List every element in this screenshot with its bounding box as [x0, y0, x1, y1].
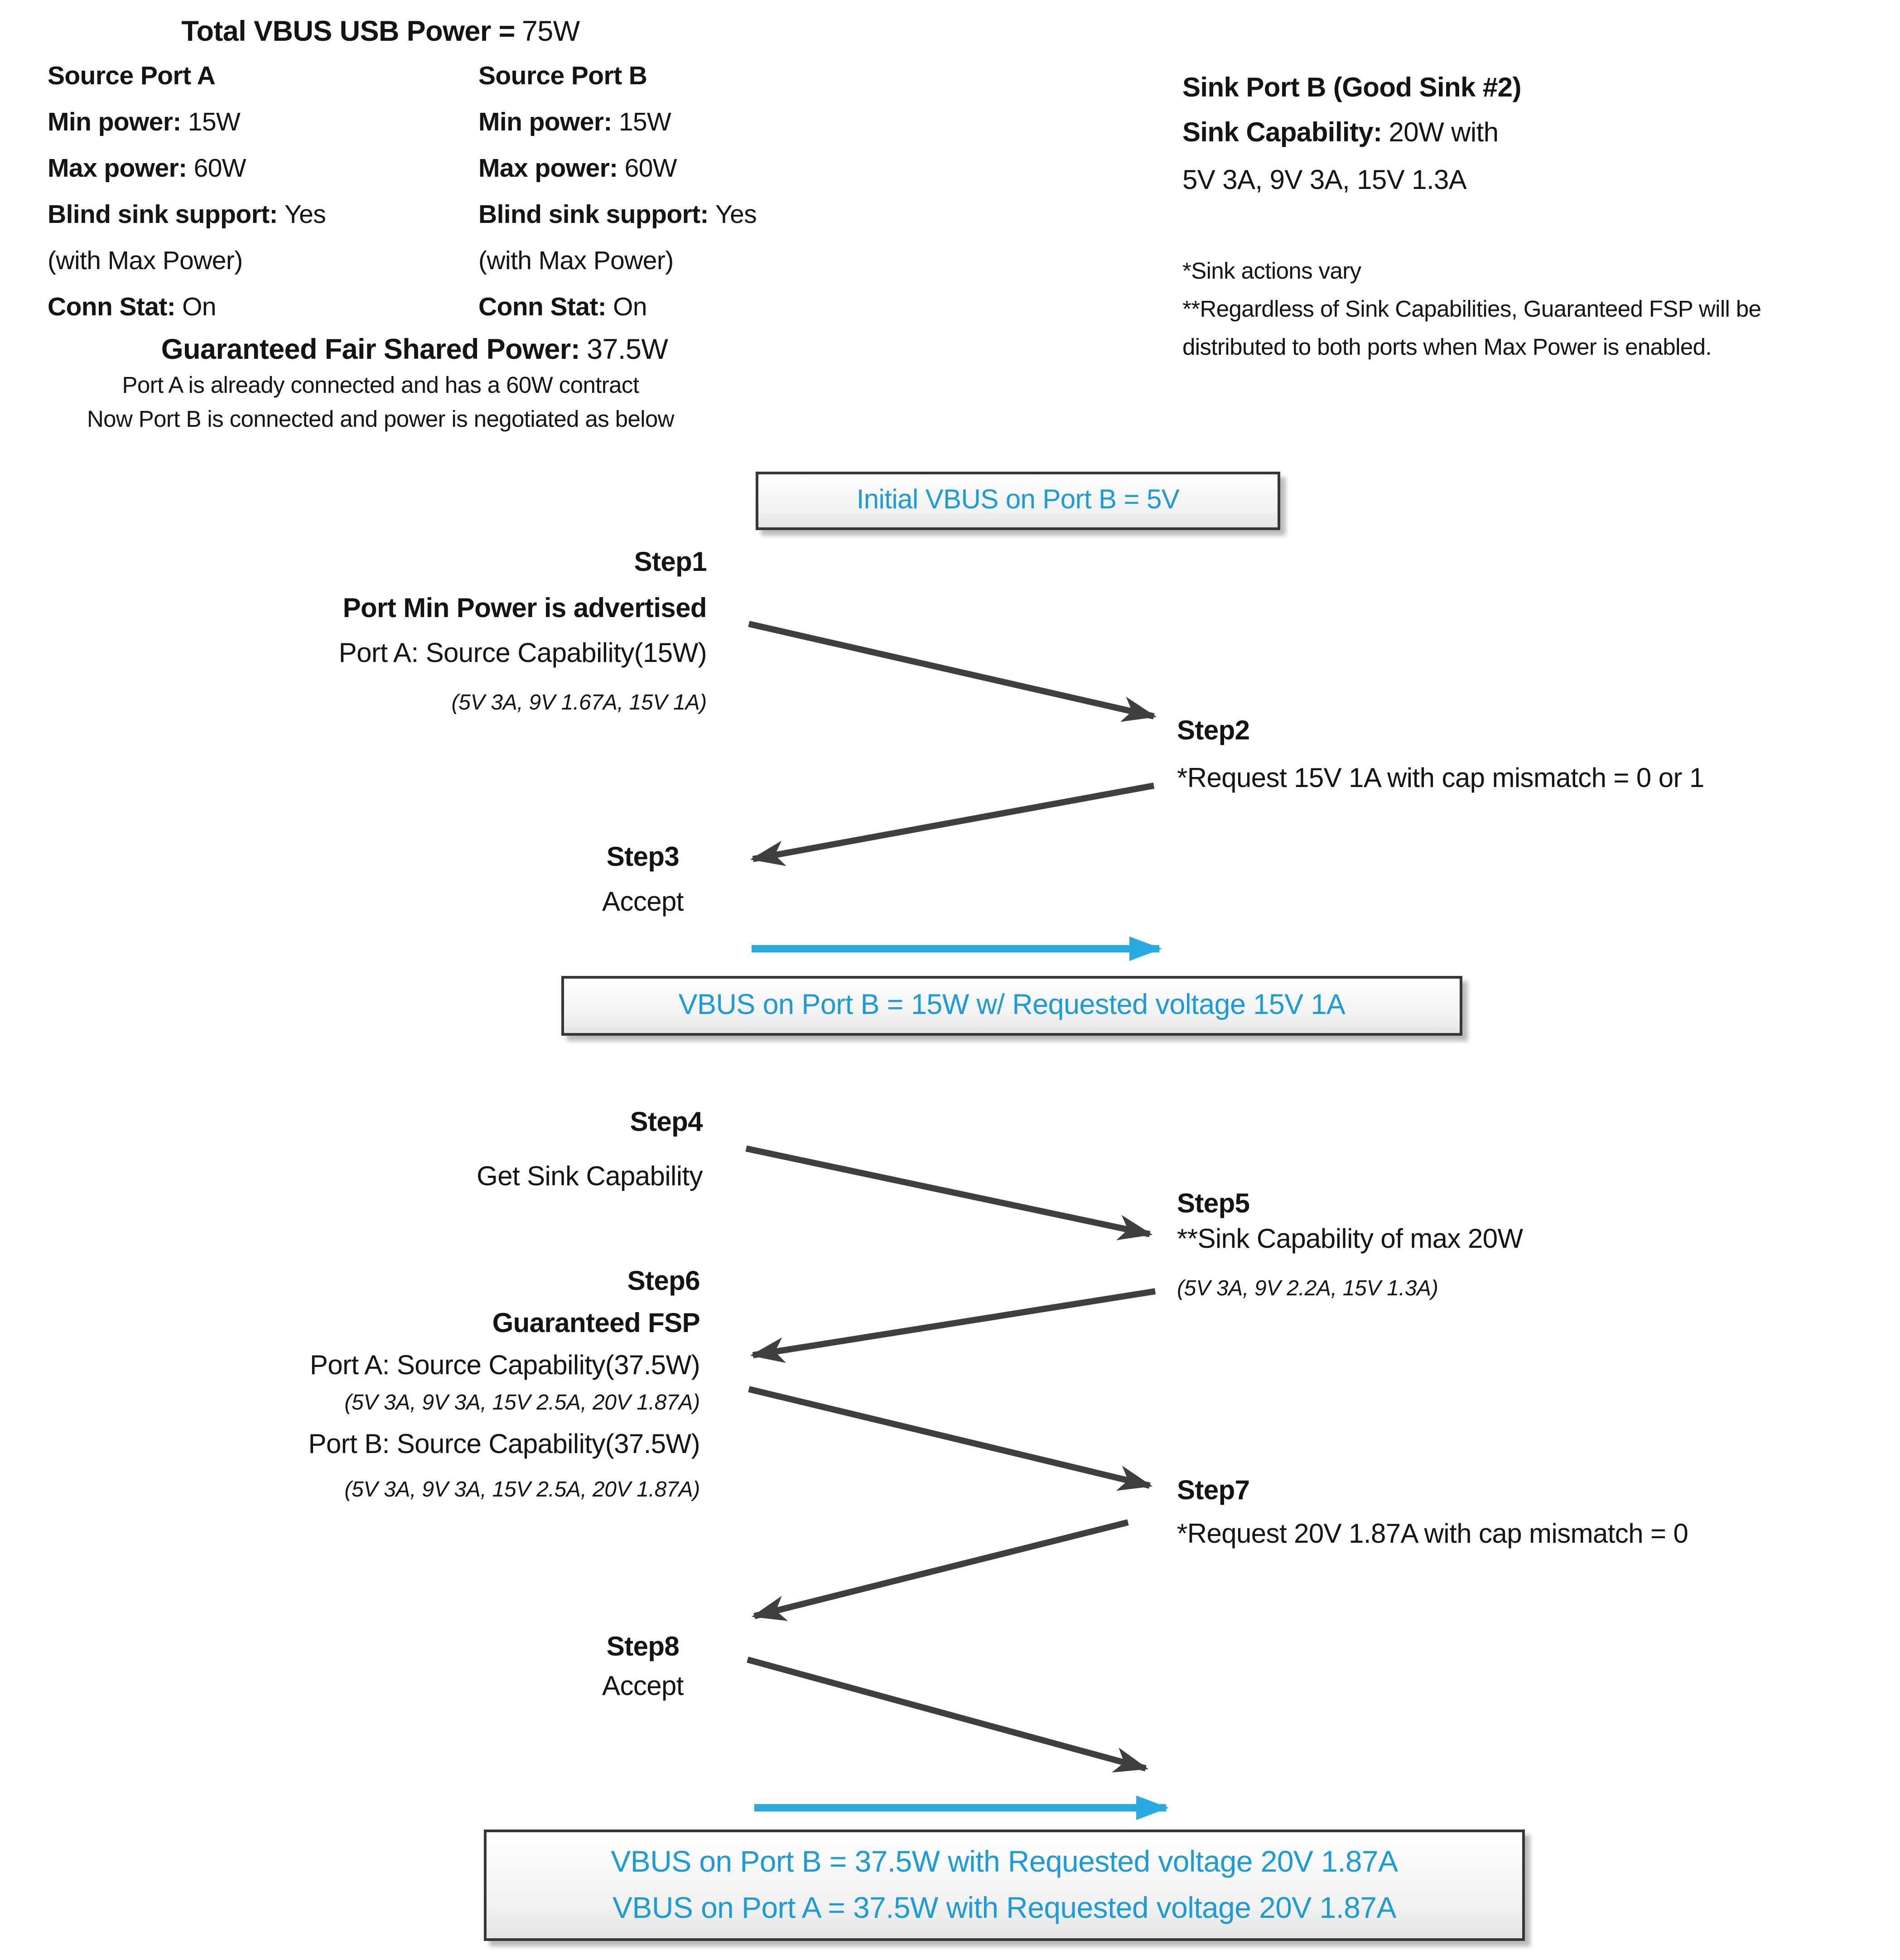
arrow-step2-to-step3: [753, 786, 1154, 859]
note-port-b-negotiation: Now Port B is connected and power is negotiated as below: [87, 406, 674, 432]
sink-note-2a: **Regardless of Sink Capabilities, Guaranteed FSP will be: [1182, 296, 1761, 322]
port-a-blind-note: (with Max Power): [48, 247, 243, 276]
sink-note-1: *Sink actions vary: [1182, 258, 1361, 284]
step8-title: Step8: [606, 1632, 680, 1662]
step3-line1: Accept: [602, 888, 684, 917]
sink-capability-detail: 5V 3A, 9V 3A, 15V 1.3A: [1182, 166, 1467, 196]
step1-line3: (5V 3A, 9V 1.67A, 15V 1A): [451, 692, 707, 715]
step6-title: Step6: [627, 1267, 700, 1297]
step4-line1: Get Sink Capability: [477, 1162, 703, 1192]
port-a-conn-stat: Conn Stat: On: [48, 294, 216, 322]
step2-line1: *Request 15V 1A with cap mismatch = 0 or 1: [1177, 764, 1704, 794]
sink-port-b-info: [1182, 73, 1896, 372]
step2-block: [1177, 716, 1890, 795]
step7-block: [1177, 1476, 1890, 1551]
step5-line1: **Sink Capability of max 20W: [1177, 1225, 1523, 1255]
step6-line5: (5V 3A, 9V 3A, 15V 2.5A, 20V 1.87A): [344, 1479, 700, 1502]
port-a-blind-sink: Blind sink support: Yes: [48, 201, 326, 230]
step6-line1: Guaranteed FSP: [492, 1309, 700, 1339]
port-b-max-power: Max power: 60W: [478, 155, 677, 183]
step4-title: Step4: [630, 1108, 703, 1138]
guaranteed-fsp-line: Guaranteed Fair Shared Power: 37.5W: [161, 334, 668, 366]
banner-initial-text: Initial VBUS on Port B = 5V: [856, 485, 1180, 515]
banner-final-line1: VBUS on Port B = 37.5W with Requested voltage 20V 1.87A: [611, 1844, 1398, 1878]
note-port-a-connected: Port A is already connected and has a 60W contract: [122, 372, 639, 398]
diagram-title-label: Total VBUS USB Power =: [181, 16, 515, 48]
port-a-title: Source Port A: [48, 63, 216, 91]
banner-mid-text: VBUS on Port B = 15W w/ Requested voltage 15V 1A: [678, 990, 1345, 1021]
port-b-conn-stat: Conn Stat: On: [478, 294, 647, 322]
arrow-step7-to-step8: [754, 1522, 1128, 1616]
source-port-b-info: [478, 63, 757, 340]
port-b-min-power: Min power: 15W: [478, 109, 671, 137]
step7-line1: *Request 20V 1.87A with cap mismatch = 0: [1177, 1520, 1688, 1550]
step5-title: Step5: [1177, 1189, 1250, 1219]
sink-title: Sink Port B (Good Sink #2): [1182, 73, 1521, 103]
arrow-step8-down: [747, 1660, 1146, 1768]
arrow-step6-to-step7: [749, 1389, 1150, 1486]
banner-initial-vbus: [756, 472, 1280, 530]
step1-title: Step1: [634, 548, 707, 578]
step5-line2: (5V 3A, 9V 2.2A, 15V 1.3A): [1177, 1278, 1438, 1301]
diagram-title-value: 75W: [521, 16, 580, 48]
step1-block: [190, 548, 707, 716]
banner-vbus-final: [484, 1830, 1525, 1941]
banner-final-line2: VBUS on Port A = 37.5W with Requested voltage 20V 1.87A: [612, 1891, 1396, 1925]
port-b-blind-sink: Blind sink support: Yes: [478, 201, 757, 230]
port-a-max-power: Max power: 60W: [48, 155, 246, 183]
sink-capability: Sink Capability: 20W with: [1182, 118, 1499, 148]
arrow-step5-to-step6: [753, 1291, 1155, 1355]
step1-line2: Port A: Source Capability(15W): [338, 639, 707, 669]
port-a-min-power: Min power: 15W: [48, 109, 241, 137]
step1-line1: Port Min Power is advertised: [342, 594, 707, 624]
step8-line1: Accept: [602, 1672, 684, 1702]
arrow-step4-to-step5: [746, 1149, 1150, 1234]
step3-block: [541, 843, 745, 919]
step5-block: [1177, 1189, 1890, 1302]
step7-title: Step7: [1177, 1476, 1250, 1506]
arrow-step1-to-step2: [749, 624, 1154, 716]
port-b-blind-note: (with Max Power): [478, 247, 674, 276]
step6-line2: Port A: Source Capability(37.5W): [309, 1351, 700, 1381]
port-b-title: Source Port B: [478, 63, 647, 91]
source-port-a-info: [48, 63, 326, 340]
step8-block: [541, 1632, 745, 1703]
banner-vbus-15w: [561, 976, 1462, 1036]
step6-block: [136, 1267, 700, 1503]
sink-note-2b: distributed to both ports when Max Power is enabled.: [1182, 334, 1712, 360]
step6-line4: Port B: Source Capability(37.5W): [308, 1430, 700, 1460]
step3-title: Step3: [606, 843, 680, 873]
diagram-title: [136, 16, 625, 49]
step6-line3: (5V 3A, 9V 3A, 15V 2.5A, 20V 1.87A): [344, 1392, 700, 1415]
step2-title: Step2: [1177, 716, 1250, 746]
step4-block: [190, 1108, 703, 1193]
